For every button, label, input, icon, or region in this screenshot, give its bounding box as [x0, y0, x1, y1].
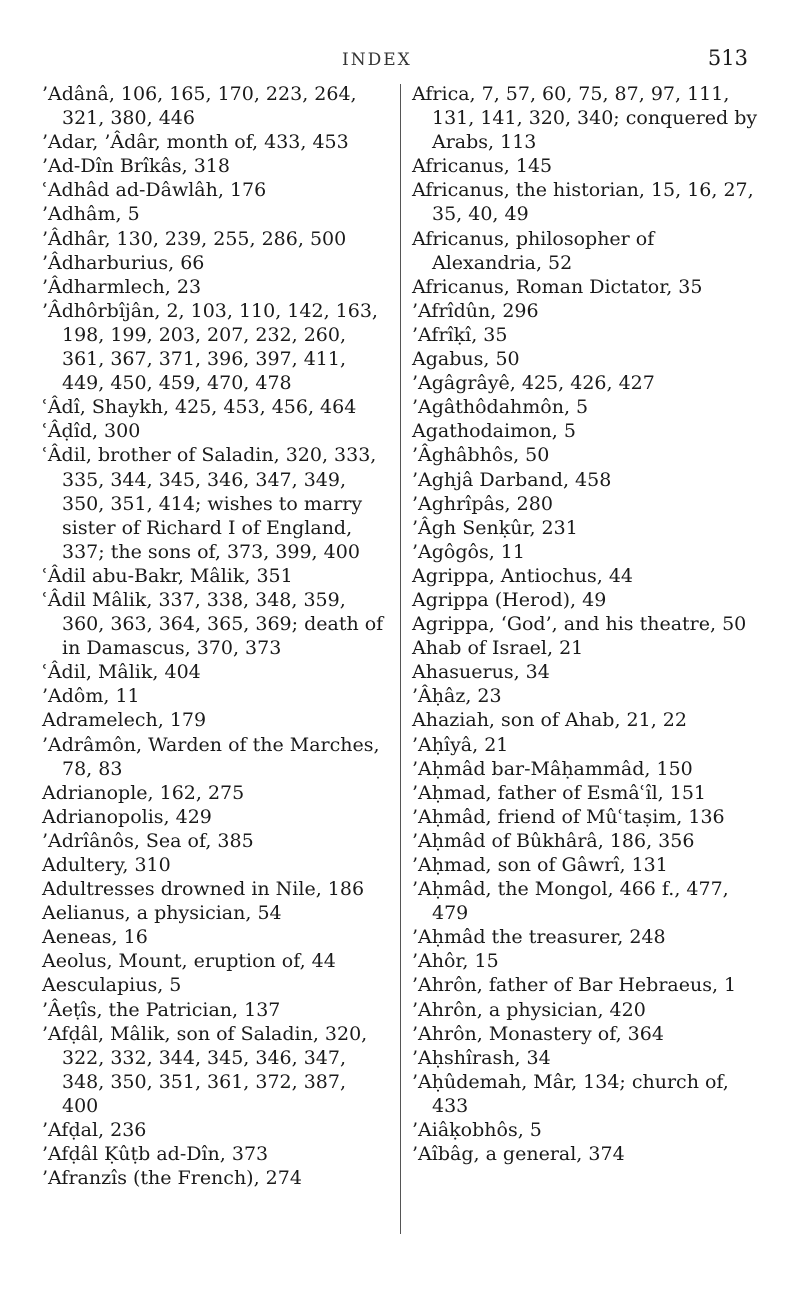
index-entry: Aelianus, a physician, 54: [42, 902, 282, 925]
index-entry: ’Ad-Dîn Brîkâs, 318: [42, 155, 230, 178]
index-entry: Africanus, Roman Dictator, 35: [412, 275, 703, 298]
index-entry: Agrippa (Herod), 49: [412, 588, 607, 611]
index-entry: ʿAdhâd ad-Dâwlâh, 176: [42, 179, 267, 202]
index-entry: Africanus, 145: [412, 155, 553, 178]
index-entry: ’Agâgrâyê, 425, 426, 427: [412, 372, 655, 395]
index-entry: ’Âdhâr, 130, 239, 255, 286, 500: [42, 227, 347, 250]
index-entry: ’Agâthôdahmôn, 5: [412, 396, 589, 419]
index-entry: ’Ahrôn, a physician, 420: [412, 998, 646, 1021]
index-entry: Agathodaimon, 5: [412, 420, 576, 443]
index-entry: Adrianople, 162, 275: [42, 781, 245, 804]
index-entry: ’Afḍâl Ḳûṭb ad-Dîn, 373: [42, 1143, 269, 1166]
index-entry: Africanus, the historian, 15, 16, 27, 35, 40, 49: [412, 179, 754, 226]
index-entry: ’Adar, ’Âdâr, month of, 433, 453: [42, 131, 349, 154]
index-entry: ʿÂdil Mâlik, 337, 338, 348, 359, 360, 363, 364, 365, 369; death of in Damascus, 370, 373: [42, 588, 384, 660]
index-entry: ’Aḥûdemah, Mâr, 134; church of, 433: [412, 1070, 729, 1117]
index-entry: Aesculapius, 5: [42, 974, 182, 997]
index-column-right: [412, 82, 762, 1166]
column-divider: [400, 84, 401, 1234]
index-entry: ’Aḥîyâ, 21: [412, 733, 509, 756]
index-entry: ʿÂḍîd, 300: [42, 420, 141, 443]
index-entry: ʿÂdil abu-Bakr, Mâlik, 351: [42, 564, 293, 587]
index-entry: Agrippa, ‘God’, and his theatre, 50: [412, 613, 747, 636]
index-entry: ʿÂdil, Mâlik, 404: [42, 661, 201, 684]
index-entry: Adramelech, 179: [42, 709, 207, 732]
index-entry: ’Ahrôn, Monastery of, 364: [412, 1022, 664, 1045]
index-entry: ’Aḥmad, son of Gâwrî, 131: [412, 854, 668, 876]
index-entry: Africa, 7, 57, 60, 75, 87, 97, 111, 131, 141, 320, 340; conquered by Arabs, 113: [412, 83, 758, 154]
index-entry: ’Aiâḳobhôs, 5: [412, 1119, 542, 1142]
running-head: INDEX: [342, 50, 412, 70]
index-entry: Adrianopolis, 429: [42, 805, 212, 828]
index-entry: ’Âgh Senḳûr, 231: [412, 516, 578, 539]
index-entry: Africanus, philosopher of Alexandria, 52: [412, 227, 655, 274]
index-entry: Aeneas, 16: [42, 926, 148, 949]
index-entry: ’Âghâbhôs, 50: [412, 444, 550, 467]
index-entry: Ahaziah, son of Ahab, 21, 22: [412, 709, 687, 732]
index-entry: ’Afḍal, 236: [42, 1119, 147, 1142]
index-entry: ’Aḥmad, father of Esmâʿîl, 151: [412, 781, 706, 804]
index-entry: Adultresses drowned in Nile, 186: [42, 878, 365, 901]
index-entry: ’Aîbâg, a general, 374: [412, 1143, 625, 1166]
index-entry: ’Âḥâz, 23: [412, 685, 502, 708]
index-entry: Ahasuerus, 34: [412, 661, 550, 684]
index-column-left: [42, 82, 386, 1190]
index-entry: ’Âeṭîs, the Patrician, 137: [42, 998, 281, 1021]
index-entry: ’Afrîḳî, 35: [412, 323, 508, 346]
index-entry: ’Afḍâl, Mâlik, son of Saladin, 320, 322, 332, 344, 345, 346, 347, 348, 350, 351, 361, 372, 387, 400: [42, 1022, 368, 1117]
index-entry: Agabus, 50: [412, 348, 520, 371]
index-entry: Ahab of Israel, 21: [412, 637, 584, 660]
index-entry: ’Aghrîpâs, 280: [412, 492, 553, 515]
page-header: [60, 46, 760, 78]
index-entry: ’Aḥmâd of Bûkhârâ, 186, 356: [412, 829, 695, 852]
index-entry: ’Aḥshîrash, 34: [412, 1046, 551, 1069]
index-entry: ’Aghjâ Darband, 458: [412, 468, 612, 491]
index-entry: ’Âdhôrbîjân, 2, 103, 110, 142, 163, 198, 199, 203, 207, 232, 260, 361, 367, 371, 396, 397, 411, 449, 450, 459, 470, 478: [42, 299, 378, 395]
index-entry: Adultery, 310: [42, 854, 171, 876]
index-entry: ’Agôgôs, 11: [412, 540, 525, 563]
index-entry: ’Aḥmâd, the Mongol, 466 f., 477, 479: [412, 878, 729, 925]
index-entry: ’Afrîdûn, 296: [412, 299, 539, 322]
index-entry: Aeolus, Mount, eruption of, 44: [42, 950, 336, 973]
index-entry: ’Aḥmâd bar-Mâḥammâd, 150: [412, 757, 693, 780]
index-entry: ’Aḥmâd the treasurer, 248: [412, 926, 666, 949]
index-entry: ’Aḥmâd, friend of Mûʿtaṣim, 136: [412, 805, 725, 828]
index-entry: ’Âdharmlech, 23: [42, 275, 202, 298]
page-number: 513: [707, 46, 748, 70]
index-entry: ’Adhâm, 5: [42, 203, 140, 226]
index-entry: ’Adrâmôn, Warden of the Marches, 78, 83: [42, 733, 380, 780]
index-entry: ’Afranzîs (the French), 274: [42, 1167, 302, 1190]
index-entry: ’Adôm, 11: [42, 685, 140, 708]
index-entry: ʿÂdil, brother of Saladin, 320, 333, 335, 344, 345, 346, 347, 349, 350, 351, 414; wishes to marry sister of Richard I of England, 337; the sons of, 373, 399, 400: [42, 444, 377, 563]
index-entry: ’Adrîânôs, Sea of, 385: [42, 829, 254, 852]
index-entry: ’Ahrôn, father of Bar Hebraeus, 1: [412, 974, 737, 997]
index-entry: ʿÂdî, Shaykh, 425, 453, 456, 464: [42, 396, 357, 419]
index-entry: ’Adânâ, 106, 165, 170, 223, 264, 321, 380, 446: [42, 83, 357, 130]
index-entry: ’Ahôr, 15: [412, 950, 499, 973]
index-entry: Agrippa, Antiochus, 44: [412, 564, 634, 587]
index-entry: ’Âdharburius, 66: [42, 251, 205, 274]
